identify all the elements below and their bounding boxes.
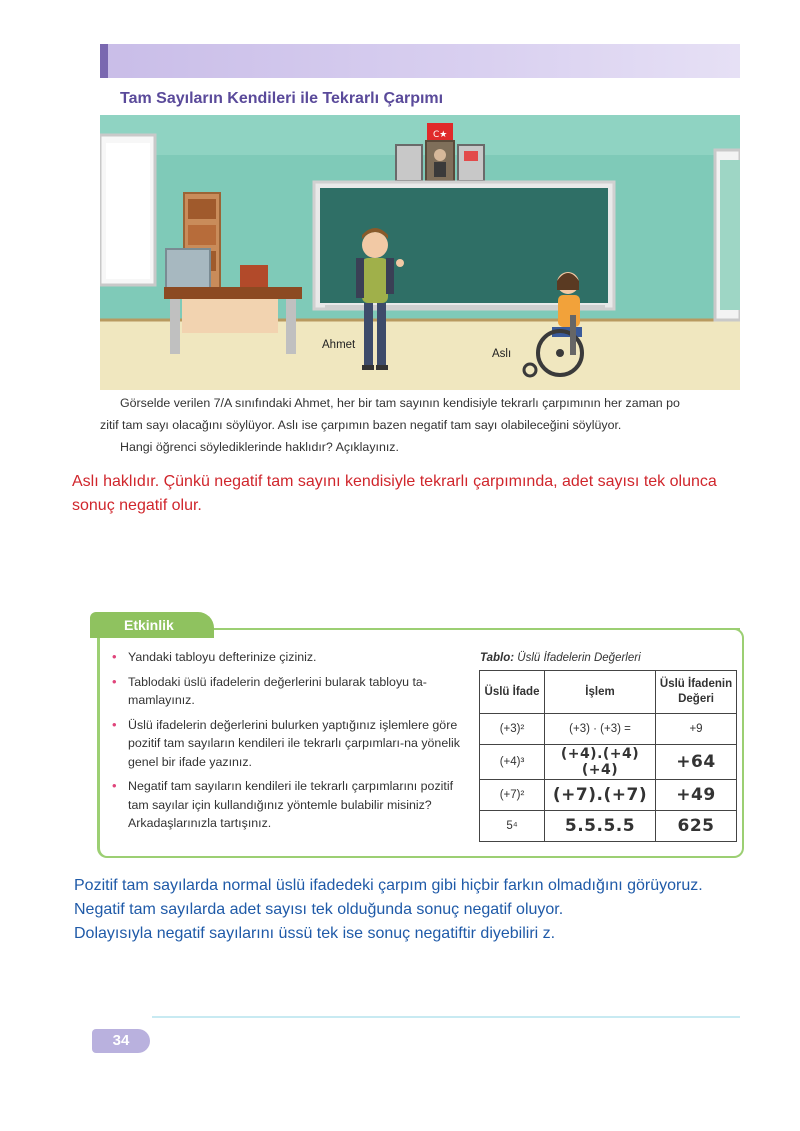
table-row — [480, 811, 737, 842]
list-item: • Üslü ifadelerin değerlerini bulurken yaptığınız işlemlere göre pozitif tam sayıların kendileri ile tekrarlı çarpımları-na yönelik genel bir ifade yazınız. — [110, 716, 472, 772]
table-row — [480, 745, 737, 780]
svg-text:C★: C★ — [433, 130, 448, 140]
handwritten-cell: (+4).(+4)(+4) — [545, 745, 656, 780]
list-item: • Yandaki tabloyu defterinize çiziniz. — [110, 648, 472, 667]
question-line: Hangi öğrenci söylediklerinde haklıdır? Açıklayınız. — [120, 440, 399, 454]
table-cell: 5⁴ — [480, 811, 545, 842]
handwritten-cell: 625 — [656, 811, 737, 842]
window-left — [100, 135, 155, 285]
activity-tab: Etkinlik — [90, 612, 214, 638]
label-ahmet: Ahmet — [322, 339, 356, 351]
chapter-header-tab — [100, 44, 108, 78]
table-row — [480, 714, 737, 745]
handwritten-cell: (+7).(+7) — [545, 780, 656, 811]
classroom-illustration — [100, 115, 740, 390]
paragraph-line-1: Görselde verilen 7/A sınıfındaki Ahmet, her bir tam sayının kendisiyle tekrarlı çarpımının her zaman po — [120, 396, 680, 410]
chapter-header-bar — [100, 44, 740, 78]
paragraph-line-2: zitif tam sayı olacağını söylüyor. Aslı ise çarpımın bazen negatif tam sayı olabileceğini söylüyor. — [100, 418, 622, 432]
section-title: Tam Sayıların Kendileri ile Tekrarlı Çarpımı — [120, 90, 444, 107]
table-row — [480, 780, 737, 811]
handwritten-answer-red: Aslı haklıdır. Çünkü negatif tam sayını kendisiyle tekrarlı çarpımında, adet sayısı tek olunca sonuç negatif olur. — [72, 473, 717, 514]
exponent-table — [479, 670, 737, 842]
activity-bullet-list — [110, 648, 472, 839]
table-cell: (+7)² — [480, 780, 545, 811]
footer-line — [152, 1016, 740, 1018]
table-cell: +9 — [656, 714, 737, 745]
table-cell: (+4)³ — [480, 745, 545, 780]
handwritten-answer-blue — [74, 874, 744, 946]
column-header: İşlem — [545, 671, 656, 714]
table-header-row — [480, 671, 737, 714]
table-cell: (+3)² — [480, 714, 545, 745]
handwritten-cell: 5.5.5.5 — [545, 811, 656, 842]
handwritten-cell: +64 — [656, 745, 737, 780]
window-right — [715, 150, 740, 320]
answer-blue-line: Negatif tam sayılarda adet sayısı tek olduğunda sonuç negatif oluyor. — [74, 901, 564, 918]
list-item: • Tablodaki üslü ifadelerin değerlerini bularak tabloyu ta-mamlayınız. — [110, 673, 472, 710]
column-header: Üslü İfadenin Değeri — [656, 671, 737, 714]
table-caption: Tablo: Üslü İfadelerin Değerleri — [480, 652, 641, 664]
page-number: 34 — [92, 1029, 150, 1053]
portraits — [396, 141, 484, 181]
activity-divider — [214, 628, 740, 630]
table-cell: (+3) · (+3) = — [545, 714, 656, 745]
list-item: • Negatif tam sayıların kendileri ile tekrarlı çarpımlarını pozitif tam sayılar için kullandığınız yöntemle bulabilir misiniz? Arkadaşlarınızla tartışınız. — [110, 777, 472, 833]
handwritten-cell: +49 — [656, 780, 737, 811]
label-asli: Aslı — [492, 348, 512, 360]
answer-blue-line: Dolayısıyla negatif sayılarını üssü tek ise sonuç negatiftir diyebiliri z. — [74, 925, 556, 942]
column-header: Üslü İfade — [480, 671, 545, 714]
answer-blue-line: Pozitif tam sayılarda normal üslü ifadedeki çarpım gibi hiçbir farkın olmadığını görüyoruz. — [74, 877, 703, 894]
